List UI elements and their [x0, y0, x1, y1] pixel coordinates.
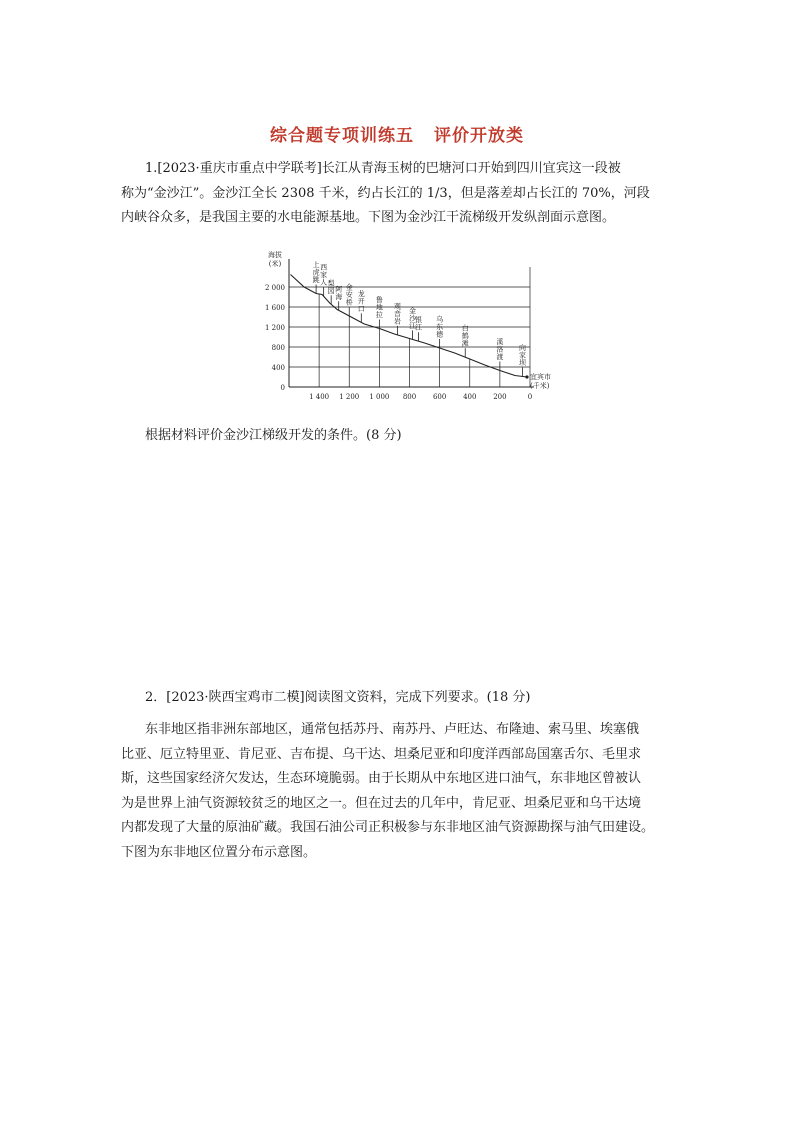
- q2-line: 比亚、厄立特里亚、肯尼亚、吉布提、乌干达、坦桑尼亚和印度洋西部岛国塞舌尔、毛里求: [121, 746, 642, 762]
- station-label: 岩: [393, 317, 401, 326]
- station-label: 海: [335, 292, 343, 301]
- station-label: 拉: [375, 311, 383, 319]
- jinsha-river-profile-chart: [255, 249, 575, 409]
- station-label: 西: [320, 263, 328, 272]
- station-label: 德: [436, 330, 444, 339]
- x-axis-unit-label: (千米): [529, 382, 550, 390]
- q1-line: 称为“金沙江”。金沙江全长 2308 千米，约占长江的 1/3，但是落差却占长江的 70%，河段: [121, 185, 650, 201]
- station-label: 溪: [496, 338, 504, 346]
- x-tick-label: 200: [493, 393, 507, 401]
- station-label: 向: [518, 343, 526, 352]
- station-label: 鲁: [375, 296, 383, 304]
- station-label: 乌: [436, 315, 444, 324]
- question-2-header: 2．[2023·陕西宝鸡市二模]阅读图文资料，完成下列要求。(18 分): [145, 690, 531, 705]
- station-label: 金: [409, 306, 417, 315]
- question-1-text: [121, 157, 675, 231]
- station-label: 沙: [409, 314, 417, 323]
- title-main: 综合题专项训练五: [270, 126, 414, 146]
- station-label: 音: [393, 309, 401, 318]
- x-tick-label: 400: [463, 393, 477, 401]
- station-label: 银: [415, 316, 423, 325]
- station-label: 阿: [335, 285, 343, 294]
- y-tick-label: 0: [280, 384, 285, 392]
- station-label: 跳: [312, 276, 320, 284]
- q2-line: 东非地区指非洲东部地区，通常包括苏丹、南苏丹、卢旺达、布隆迪、索马里、埃塞俄: [145, 722, 640, 737]
- x-tick-label: 600: [432, 393, 447, 401]
- page-title: [0, 121, 794, 146]
- y-tick-label: 1 600: [264, 304, 285, 312]
- y-axis-label-unit: (米): [268, 260, 282, 268]
- station-label: 渡: [496, 353, 504, 361]
- end-city-label: 宜宾市: [529, 373, 551, 381]
- q2-line: 内都发现了大量的原油矿藏。我国石油公司正积极参与东非地区油气资源勘探与油气田建设。: [121, 820, 655, 835]
- x-tick-label: 1 000: [369, 393, 390, 401]
- q2-line: 为是世界上油气资源较贫乏的地区之一。但在过去的几年中，肯尼亚、坦桑尼亚和乌干达境: [121, 795, 642, 811]
- q2-line: 下图为东非地区位置分布示意图。: [121, 844, 317, 860]
- station-label: 人: [320, 278, 328, 287]
- x-tick-label: 800: [402, 393, 417, 401]
- station-label: 家: [518, 351, 526, 360]
- station-label: 园: [327, 286, 335, 295]
- station-label: 江: [415, 323, 423, 332]
- station-label: 东: [436, 323, 444, 331]
- station-label: 虎: [312, 268, 320, 277]
- station-label: 洛: [496, 345, 504, 354]
- y-axis-label: 海拔: [268, 251, 282, 259]
- y-tick-label: 2 000: [264, 284, 285, 292]
- y-tick-label: 1 200: [264, 324, 285, 332]
- x-tick-label: 0: [527, 393, 533, 401]
- yibin-point: [525, 375, 528, 378]
- station-label: 开: [357, 297, 365, 306]
- station-label: 口: [357, 304, 365, 313]
- question-2-text: [121, 718, 681, 865]
- station-label: 白: [461, 324, 469, 333]
- q1-line: 内峡谷众多，是我国主要的水电能源基地。下图为金沙江干流梯级开发纵剖面示意图。: [121, 210, 616, 225]
- station-label: 鹤: [461, 332, 469, 341]
- y-tick-label: 400: [271, 364, 285, 372]
- station-label: 家: [320, 271, 328, 280]
- station-label: 金: [345, 283, 353, 292]
- question-1-ask: 根据材料评价金沙江梯级开发的条件。(8 分): [145, 428, 402, 443]
- station-label: 上: [312, 261, 320, 269]
- title-sub: 评价开放类: [434, 126, 524, 146]
- station-label: 地: [375, 303, 383, 312]
- x-tick-label: 1 200: [339, 393, 360, 401]
- station-label: 观: [393, 302, 401, 311]
- station-label: 江: [409, 321, 417, 330]
- q2-line: 斯，这些国家经济欠发达，生态环境脆弱。由于长期从中东地区进口油气，东非地区曾被认: [121, 771, 642, 786]
- station-label: 坝: [518, 358, 526, 367]
- x-tick-label: 1 400: [309, 393, 330, 401]
- q1-line: 1.[2023·重庆市重点中学联考]长江从青海玉树的巴塘河口开始到四川宜宾这一段被: [145, 161, 621, 176]
- y-tick-label: 800: [271, 344, 285, 352]
- station-label: 梨: [327, 279, 335, 288]
- station-label: 安: [345, 291, 353, 299]
- station-label: 龙: [357, 289, 365, 298]
- station-label: 滩: [461, 339, 469, 348]
- station-label: 桥: [345, 298, 353, 307]
